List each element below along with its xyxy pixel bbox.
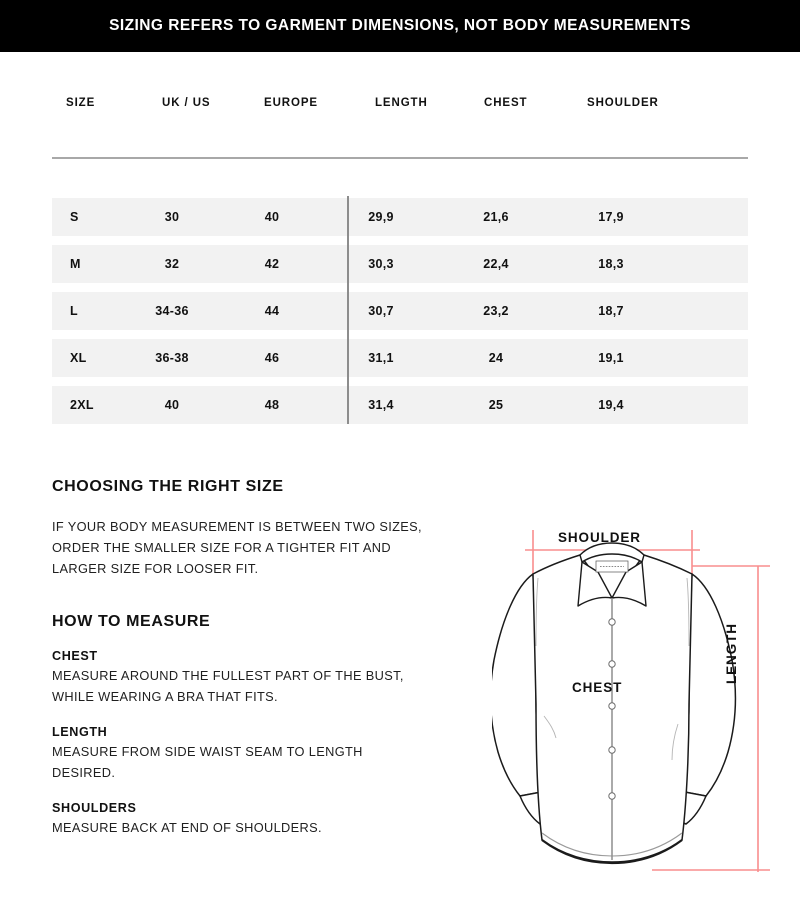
column-header-shoulder: SHOULDER xyxy=(587,97,659,109)
length-dimension-label: LENGTH xyxy=(724,623,739,684)
column-header-uk-us: UK / US xyxy=(162,97,211,109)
cell-europe: 46 xyxy=(264,351,280,365)
cell-uk-us: 30 xyxy=(164,210,180,224)
table-body xyxy=(52,198,748,424)
chest-dimension-label: CHEST xyxy=(572,680,623,695)
measure-line-1: MEASURE FROM SIDE WAIST SEAM TO LENGTH xyxy=(52,744,363,759)
column-header-chest: CHEST xyxy=(484,97,528,109)
cell-europe: 42 xyxy=(264,257,280,271)
collar xyxy=(578,543,646,606)
how-to-measure-heading: HOW TO MEASURE xyxy=(52,613,211,630)
header-banner xyxy=(0,0,800,52)
cell-size: L xyxy=(70,304,78,318)
button xyxy=(609,793,615,799)
cell-chest: 22,4 xyxy=(483,257,509,271)
column-header-size: SIZE xyxy=(66,97,96,109)
measure-item-text xyxy=(52,741,472,783)
table-row xyxy=(52,245,748,283)
cell-chest: 21,6 xyxy=(483,210,509,224)
cell-uk-us: 34-36 xyxy=(155,304,189,318)
collar-band xyxy=(580,543,644,562)
choosing-heading: CHOOSING THE RIGHT SIZE xyxy=(52,478,284,495)
cell-size: M xyxy=(70,257,81,271)
measure-line-1: MEASURE BACK AT END OF SHOULDERS. xyxy=(52,820,322,835)
shirt-illustration-svg xyxy=(492,528,792,884)
measure-line-2: DESIRED. xyxy=(52,765,116,780)
choosing-line-2: ORDER THE SMALLER SIZE FOR A TIGHTER FIT AND xyxy=(52,540,391,555)
measure-item-length xyxy=(52,725,472,783)
table-row xyxy=(52,292,748,330)
shoulder-dimension-label: SHOULDER xyxy=(558,530,641,545)
cell-length: 30,3 xyxy=(368,257,394,271)
table-row xyxy=(52,386,748,424)
measure-item-text xyxy=(52,665,472,707)
measure-line-1: MEASURE AROUND THE FULLEST PART OF THE BUST, xyxy=(52,668,404,683)
banner-title: SIZING REFERS TO GARMENT DIMENSIONS, NOT BODY MEASUREMENTS xyxy=(109,17,691,34)
table-vertical-divider xyxy=(347,196,349,424)
button xyxy=(609,747,615,753)
cell-size: 2XL xyxy=(70,398,94,412)
table-header-row xyxy=(52,88,748,118)
cell-shoulder: 18,3 xyxy=(598,257,624,271)
measure-item-shoulders xyxy=(52,801,472,838)
measure-item-text xyxy=(52,817,472,838)
button xyxy=(609,703,615,709)
column-header-europe: EUROPE xyxy=(264,97,318,109)
measure-item-chest xyxy=(52,649,472,707)
measure-line-2: WHILE WEARING A BRA THAT FITS. xyxy=(52,689,278,704)
shirt-measurement-diagram xyxy=(492,528,792,884)
cell-chest: 23,2 xyxy=(483,304,509,318)
cell-size: S xyxy=(70,210,79,224)
table-row xyxy=(52,198,748,236)
cell-uk-us: 40 xyxy=(164,398,180,412)
measure-item-title: CHEST xyxy=(52,649,98,663)
size-table xyxy=(52,88,748,412)
cell-europe: 44 xyxy=(264,304,280,318)
measure-item-title: LENGTH xyxy=(52,725,108,739)
choosing-line-1: IF YOUR BODY MEASUREMENT IS BETWEEN TWO SIZES, xyxy=(52,519,422,534)
cell-length: 30,7 xyxy=(368,304,394,318)
cell-size: XL xyxy=(70,351,87,365)
measure-item-title: SHOULDERS xyxy=(52,801,137,815)
cell-europe: 40 xyxy=(264,210,280,224)
button xyxy=(609,619,615,625)
table-row xyxy=(52,339,748,377)
table-header-rule xyxy=(52,157,748,159)
guidance-section xyxy=(52,478,472,838)
cell-shoulder: 19,4 xyxy=(598,398,624,412)
brand-label xyxy=(596,561,628,572)
cell-chest: 24 xyxy=(488,351,504,365)
cell-length: 31,4 xyxy=(368,398,394,412)
choosing-paragraph xyxy=(52,516,472,579)
cell-uk-us: 32 xyxy=(164,257,180,271)
cell-shoulder: 17,9 xyxy=(598,210,624,224)
cell-length: 29,9 xyxy=(368,210,394,224)
cell-chest: 25 xyxy=(488,398,504,412)
column-header-length: LENGTH xyxy=(375,97,428,109)
choosing-line-3: LARGER SIZE FOR LOOSER FIT. xyxy=(52,561,259,576)
cell-length: 31,1 xyxy=(368,351,394,365)
cell-europe: 48 xyxy=(264,398,280,412)
cell-shoulder: 18,7 xyxy=(598,304,624,318)
button xyxy=(609,661,615,667)
cell-uk-us: 36-38 xyxy=(155,351,189,365)
cell-shoulder: 19,1 xyxy=(598,351,624,365)
